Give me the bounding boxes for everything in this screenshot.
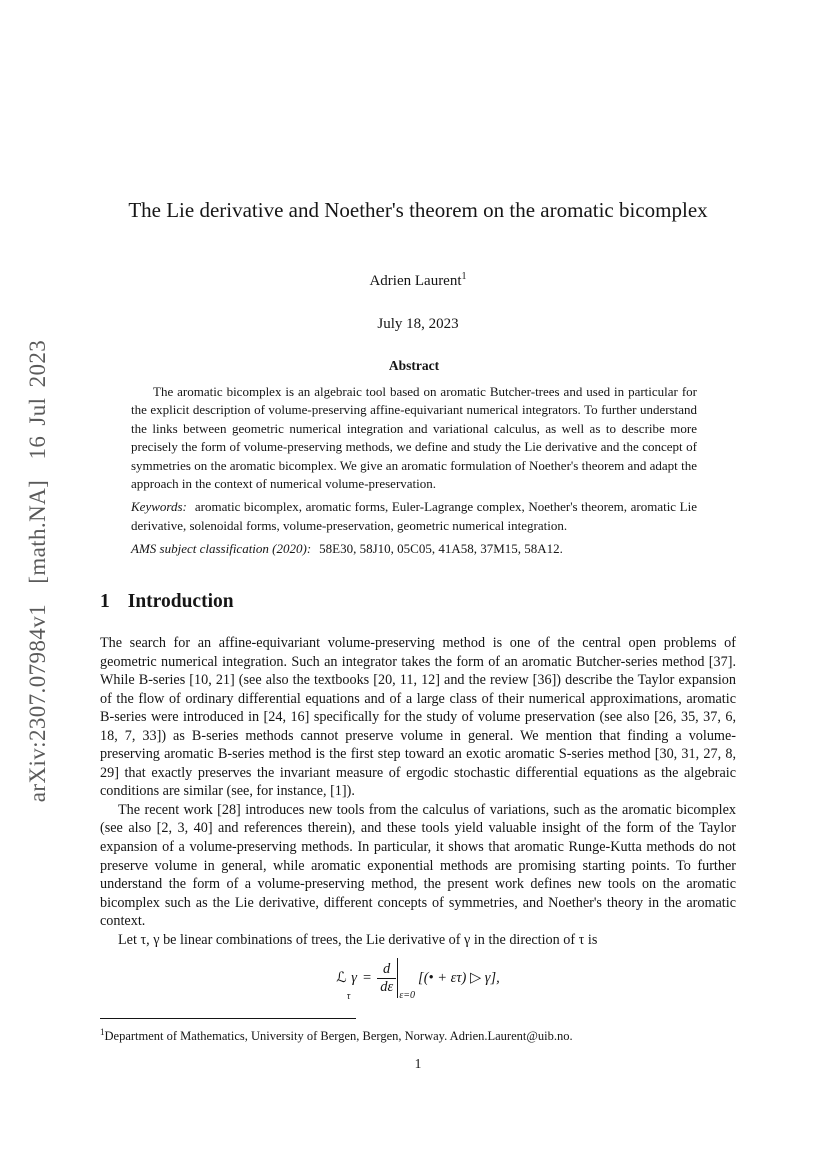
derivative-fraction	[377, 961, 396, 995]
equation-row	[336, 958, 500, 1003]
ams-classification-paragraph	[131, 540, 697, 558]
author-name: Adrien Laurent	[369, 273, 462, 289]
vertical-bar	[397, 958, 398, 998]
arxiv-identifier-stamp: arXiv:2307.07984v1 [math.NA] 16 Jul 2023	[25, 339, 50, 803]
evaluation-bar	[397, 958, 416, 1002]
paper-title: The Lie derivative and Noether's theorem on the aromatic bicomplex	[128, 198, 708, 222]
introduction-paragraph-1: The search for an affine-equivariant volume-preserving method is one of the central open problems of geometric numerical integration. Such an integrator takes the form of an aromatic Butcher-series method [37]. While B-series [10, 21] (see also the textbooks [20, 11, 12] and the review [36]) describe the Taylor expansion of the flow of ordinary differential equations and of a large class of their numerical approximations, aromatic B-series were introduced in [24, 16] specifically for the study of volume preservation (see also [26, 35, 37, 6, 18, 7, 33]) as B-series methods cannot preserve volume in general. We mention that finding a volume-preserving aromatic B-series method is the first step toward an exotic aromatic S-series method [30, 31, 27, 8, 29] that exactly preserves the invariant measure of ergodic stochastic differential equations as the algebraic conditions are similar (see, for instance, [1]).	[100, 635, 736, 800]
operator-subscript: τ	[346, 991, 351, 1003]
script-L-operator: ℒ	[336, 970, 347, 987]
operator-argument: γ	[351, 969, 357, 986]
footnote-rule	[100, 1018, 356, 1019]
fraction-numerator: d	[383, 961, 391, 978]
ams-codes: 58E30, 58J10, 05C05, 41A58, 37M15, 58A12.	[319, 541, 563, 557]
keywords-text: aromatic bicomplex, aromatic forms, Euler-Lagrange complex, Noether's theorem, aromatic Lie derivative, solenoidal forms, volume-preservation, geometric numerical integration.	[131, 499, 697, 533]
abstract-section	[131, 358, 697, 559]
section-heading-introduction	[100, 591, 736, 613]
equals-sign: =	[363, 969, 372, 986]
footnote-affiliation: Department of Mathematics, University of Bergen, Bergen, Norway. Adrien.Laurent@uib.no.	[104, 1029, 573, 1044]
introduction-paragraph-3: Let τ, γ be linear combinations of trees, the Lie derivative of γ in the direction of τ is	[118, 931, 598, 948]
abstract-heading: Abstract	[388, 358, 440, 373]
section-title: Introduction	[127, 591, 234, 612]
page-number: 1	[414, 1056, 422, 1071]
introduction-body	[100, 634, 736, 1003]
abstract-text: The aromatic bicomplex is an algebraic tool based on aromatic Butcher-trees and used in particular for the explicit description of volume-preserving affine-equivariant numerical integrators. To further understand the links between geometric numerical integration and variational calculus, as well as to describe more precisely the form of volume-preserving methods, we define and study the Lie derivative and the concept of symmetries on the aromatic bicomplex. We give an aromatic formulation of Noether's theorem and adapt the approach in the context of numerical volume-preservation.	[131, 384, 697, 492]
equation-right-hand-side: [(• + ετ) ▷ γ],	[418, 969, 500, 986]
fraction-denominator: dε	[377, 978, 396, 996]
keywords-paragraph	[131, 498, 697, 535]
author-line	[100, 271, 736, 290]
page-content	[100, 0, 736, 1169]
paper-date: July 18, 2023	[377, 316, 459, 332]
keywords-label: Keywords:	[131, 499, 187, 515]
author-footnote-mark: 1	[461, 271, 467, 282]
evaluation-subscript: ε=0	[399, 990, 416, 1002]
footnote-text	[100, 1024, 736, 1044]
section-number: 1	[100, 591, 110, 612]
footnote-area	[100, 1018, 736, 1044]
footnote-mark: 1	[100, 1027, 105, 1037]
lie-derivative-equation	[100, 958, 736, 1003]
ams-label: AMS subject classification (2020):	[131, 541, 312, 557]
introduction-paragraph-2: The recent work [28] introduces new tools from the calculus of variations, such as the aromatic bicomplex (see also [2, 3, 40] and references therein), and these tools yield valuable insight of the form of the Taylor expansion of a volume-preserving methods. In particular, it shows that aromatic Runge-Kutta methods do not preserve volume in general, while aromatic exponential methods are promising starting points. To further understand the form of a volume-preserving method, the present work defines new tools on the aromatic bicomplex such as the Lie derivative, different concepts of symmetries, and Noether's theory in the aromatic context.	[100, 801, 736, 930]
